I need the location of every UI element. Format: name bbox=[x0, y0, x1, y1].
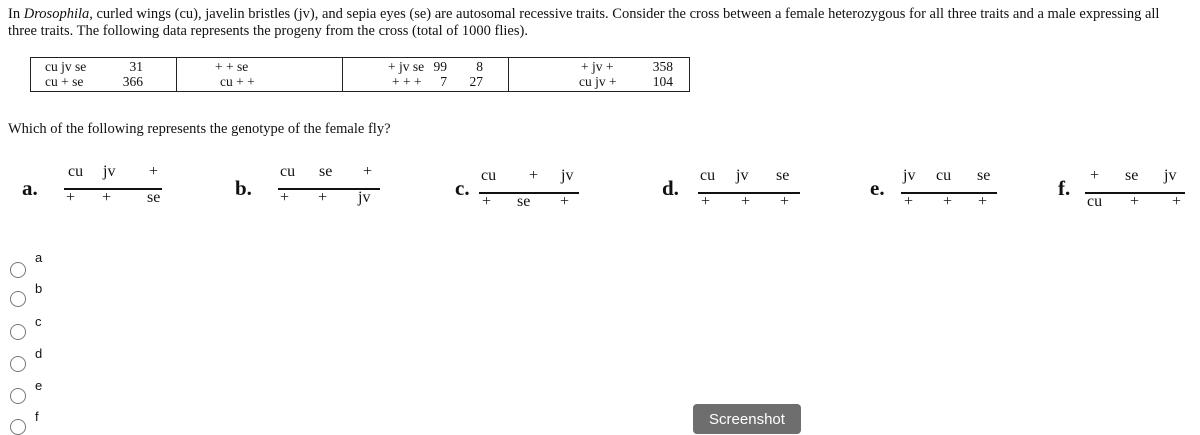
option-letter: b. bbox=[235, 176, 252, 200]
allele: + bbox=[149, 163, 159, 180]
genotype-option-a bbox=[22, 163, 172, 215]
allele: + bbox=[102, 189, 112, 206]
option-letter: d. bbox=[662, 176, 679, 200]
answer-choice-a[interactable] bbox=[0, 250, 60, 276]
genotype: cu + se bbox=[45, 74, 84, 89]
allele: cu bbox=[936, 167, 952, 184]
allele: + bbox=[701, 193, 711, 210]
allele: jv bbox=[903, 167, 916, 184]
genotype: + jv se bbox=[388, 59, 425, 74]
count: 104 bbox=[652, 74, 673, 89]
option-letter: e. bbox=[870, 176, 885, 200]
radio-button[interactable] bbox=[10, 291, 26, 307]
answer-label: a bbox=[35, 250, 43, 265]
allele: jv bbox=[103, 163, 116, 180]
count: 27 bbox=[469, 74, 483, 89]
allele: + bbox=[280, 189, 290, 206]
prompt-text: Which of the following represents the genotype of the female fly? bbox=[8, 121, 391, 137]
answer-choice-f[interactable] bbox=[0, 409, 60, 435]
count: 7 bbox=[440, 74, 447, 89]
allele: + bbox=[560, 193, 570, 210]
option-letter: f. bbox=[1058, 176, 1071, 200]
allele: cu bbox=[68, 163, 84, 180]
option-letter: a. bbox=[22, 176, 38, 200]
answer-choice-e[interactable] bbox=[0, 378, 60, 404]
answer-label: e bbox=[35, 378, 43, 393]
progeny-cell bbox=[343, 58, 509, 92]
genotype-option-f bbox=[1058, 163, 1198, 215]
allele: cu bbox=[1087, 193, 1103, 210]
allele: + bbox=[1130, 193, 1140, 210]
allele: jv bbox=[1164, 167, 1177, 184]
count: 358 bbox=[652, 59, 673, 74]
allele: se bbox=[977, 167, 991, 184]
allele: jv bbox=[358, 189, 371, 206]
radio-button[interactable] bbox=[10, 356, 26, 372]
question-text: In Drosophila, curled wings (cu), javelin bristles (jv), and sepia eyes (se) are autosomal recessive traits. Consider the cross between a female heterozygous for all three traits and a male expressing all three traits. The following data represents the progeny from the cross (total of 1000 flies). bbox=[8, 6, 1160, 39]
genotype: cu jv + bbox=[579, 74, 617, 89]
answer-choice-b[interactable] bbox=[0, 281, 60, 307]
genotype-option-e bbox=[870, 163, 1010, 215]
allele: + bbox=[978, 193, 988, 210]
progeny-cell bbox=[31, 58, 177, 92]
allele: cu bbox=[280, 163, 296, 180]
genotype-option-c bbox=[455, 163, 615, 215]
allele: cu bbox=[481, 167, 497, 184]
genotype-option-b bbox=[235, 163, 395, 215]
genotype: cu + + bbox=[220, 74, 255, 89]
genotype: + jv + bbox=[581, 59, 614, 74]
allele: + bbox=[66, 189, 76, 206]
genotype: + + se bbox=[215, 59, 249, 74]
allele: se bbox=[517, 193, 531, 210]
allele: + bbox=[1172, 193, 1182, 210]
allele: jv bbox=[561, 167, 574, 184]
count: 366 bbox=[122, 74, 143, 89]
answer-label: c bbox=[35, 314, 42, 329]
radio-button[interactable] bbox=[10, 324, 26, 340]
progeny-cell bbox=[509, 58, 690, 92]
screenshot-button[interactable]: Screenshot bbox=[693, 404, 801, 434]
count: 99 bbox=[433, 59, 447, 74]
allele: + bbox=[318, 189, 328, 206]
allele: + bbox=[904, 193, 914, 210]
allele: cu bbox=[700, 167, 716, 184]
radio-button[interactable] bbox=[10, 419, 26, 435]
answer-choice-c[interactable] bbox=[0, 314, 60, 340]
answer-choice-d[interactable] bbox=[0, 346, 60, 372]
answer-label: d bbox=[35, 346, 43, 361]
allele: se bbox=[319, 163, 333, 180]
allele: se bbox=[776, 167, 790, 184]
option-letter: c. bbox=[455, 176, 470, 200]
count: 8 bbox=[476, 59, 483, 74]
radio-button[interactable] bbox=[10, 262, 26, 278]
allele: + bbox=[363, 163, 373, 180]
allele: se bbox=[147, 189, 161, 206]
answer-label: b bbox=[35, 281, 43, 296]
answer-label: f bbox=[35, 409, 39, 424]
allele: + bbox=[780, 193, 790, 210]
species-name: Drosophila bbox=[23, 6, 90, 22]
allele: + bbox=[529, 167, 539, 184]
genotype: + + + bbox=[392, 74, 422, 89]
genotype: cu jv se bbox=[45, 59, 87, 74]
allele: + bbox=[943, 193, 953, 210]
allele: + bbox=[482, 193, 492, 210]
radio-button[interactable] bbox=[10, 388, 26, 404]
genotype-option-d bbox=[662, 163, 822, 215]
allele: jv bbox=[736, 167, 749, 184]
allele: + bbox=[741, 193, 751, 210]
allele: + bbox=[1090, 167, 1100, 184]
count: 31 bbox=[129, 59, 143, 74]
allele: se bbox=[1125, 167, 1139, 184]
progeny-table bbox=[30, 57, 690, 92]
